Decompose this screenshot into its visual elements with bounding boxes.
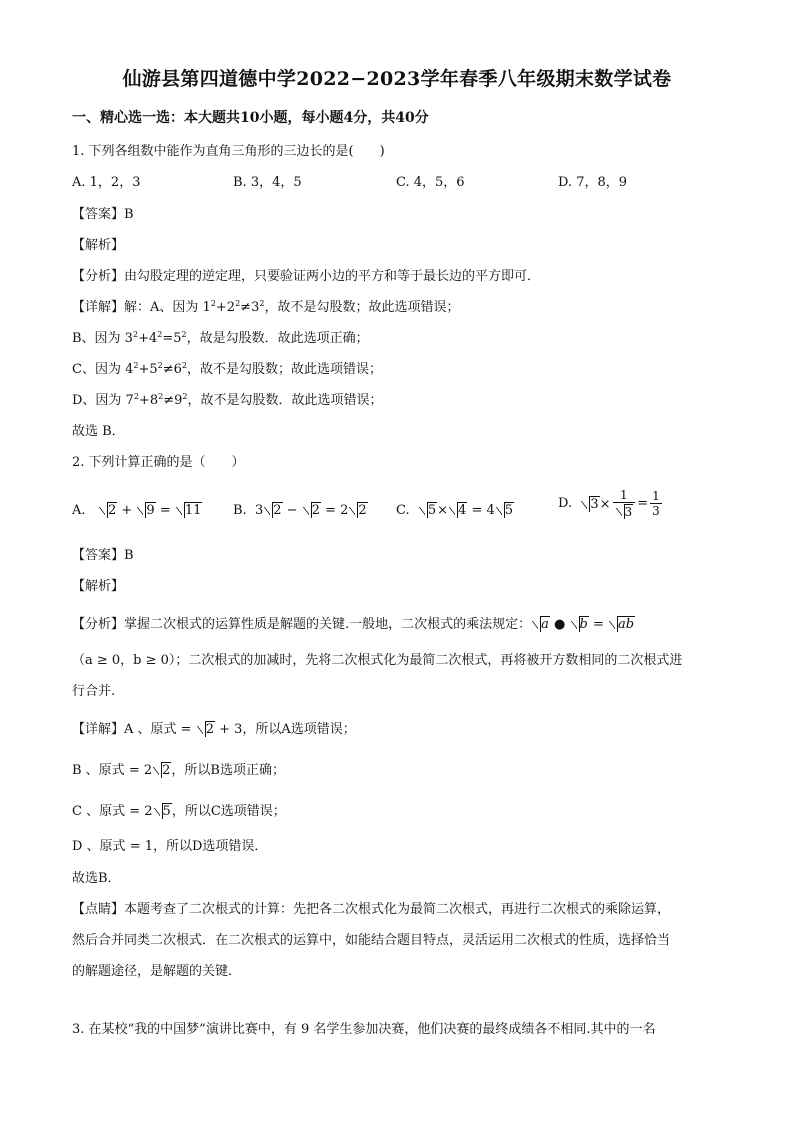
q2-answer: 【答案】B [72,548,134,563]
q2-dianjing-2: 然后合并同类二次根式．在二次根式的运算中，如能结合题目特点，灵活运用二次根式的性质，选择恰当 [72,933,671,948]
q2-detail-c: C 、原式 = 2 5，所以C选项错误； [72,804,286,819]
section-heading: 一、精心选一选：本大题共10小题，每小题4分，共40分 [72,110,429,126]
q1-detail-b: B、因为 $3^2+4^2=5^2$，故是勾股数．故此选项正确； [72,330,369,346]
q2-option-b: B. 3 2 − 2 = 2 2 [233,503,367,518]
q2-option-c: C. 5× 4 = 4 5 [396,503,514,518]
q1-detail-tag: 【详解】解： [72,300,151,315]
question-1-stem: 1. 下列各组数中能作为直角三角形的三边长的是( ) [72,144,385,159]
q2-dianjing-1: 【点睛】本题考查了二次根式的计算：先把各二次根式化为最简二次根式，再进行二次根式的乘除运算， [72,902,671,917]
q1-option-d: D. 7，8，9 [558,175,628,190]
question-2-stem: 2. 下列计算正确的是（ ） [72,455,245,470]
q2-dianjing-3: 的解题途径，是解题的关键. [72,964,233,979]
q1-fenxi: 【分析】由勾股定理的逆定理，只要验证两小边的平方和等于最长边的平方即可． [72,269,541,284]
q1-detail-d: D、因为 $7^2+8^2\ne 9^2$，故不是勾股数．故此选项错误； [72,392,383,408]
q2-detail-b: B 、原式 = 2 2，所以B选项正确； [72,763,285,778]
q2-fenxi: 【分析】掌握二次根式的运算性质是解题的关键.一般地，二次根式的乘法规定： a ● b = ab [72,617,635,632]
page-title: 仙游县第四道德中学2022−2023学年春季八年级期末数学试卷 [122,68,672,90]
q2-option-a: A. 2 + 9 = 11 [72,503,202,518]
q2-detail-a: 【详解】A 、原式 = 2 + 3，所以A选项错误； [72,722,356,737]
q2-analysis-tag: 【解析】 [72,579,125,594]
q2-fenxi-end: 行合并. [72,684,116,699]
q1-option-b: B. 3，4，5 [233,175,302,190]
q1-detail-a: 【详解】解：A、因为 $1^2+2^2\ne 3^2$，故不是勾股数；故此选项错误； [72,299,460,315]
q1-option-a: A. 1，2，3 [72,175,141,190]
q1-detail-c: C、因为 $4^2+5^2\ne 6^2$，故不是勾股数；故此选项错误； [72,361,382,377]
q1-analysis-tag: 【解析】 [72,238,125,253]
q2-detail-d: D 、原式 = 1，所以D选项错误． [72,839,268,854]
q2-fenxi-cond: （a ≥ 0，b ≥ 0）；二次根式的加减时，先将二次根式化为最简二次根式，再将被开方数相同的二次根式进 [72,653,683,668]
question-3-stem: 3. 在某校“我的中国梦”演讲比赛中，有 9 名学生参加决赛，他们决赛的最终成绩各不相同.其中的一名 [72,1022,656,1037]
q2-conclusion: 故选B． [72,871,121,886]
q2-option-d: D. 3× $\frac{1}{3}$ = $\frac{1}{3}$ [558,488,660,519]
q1-answer: 【答案】B [72,207,134,222]
q1-conclusion: 故选 B． [72,424,125,439]
q1-option-c: C. 4，5，6 [396,175,465,190]
